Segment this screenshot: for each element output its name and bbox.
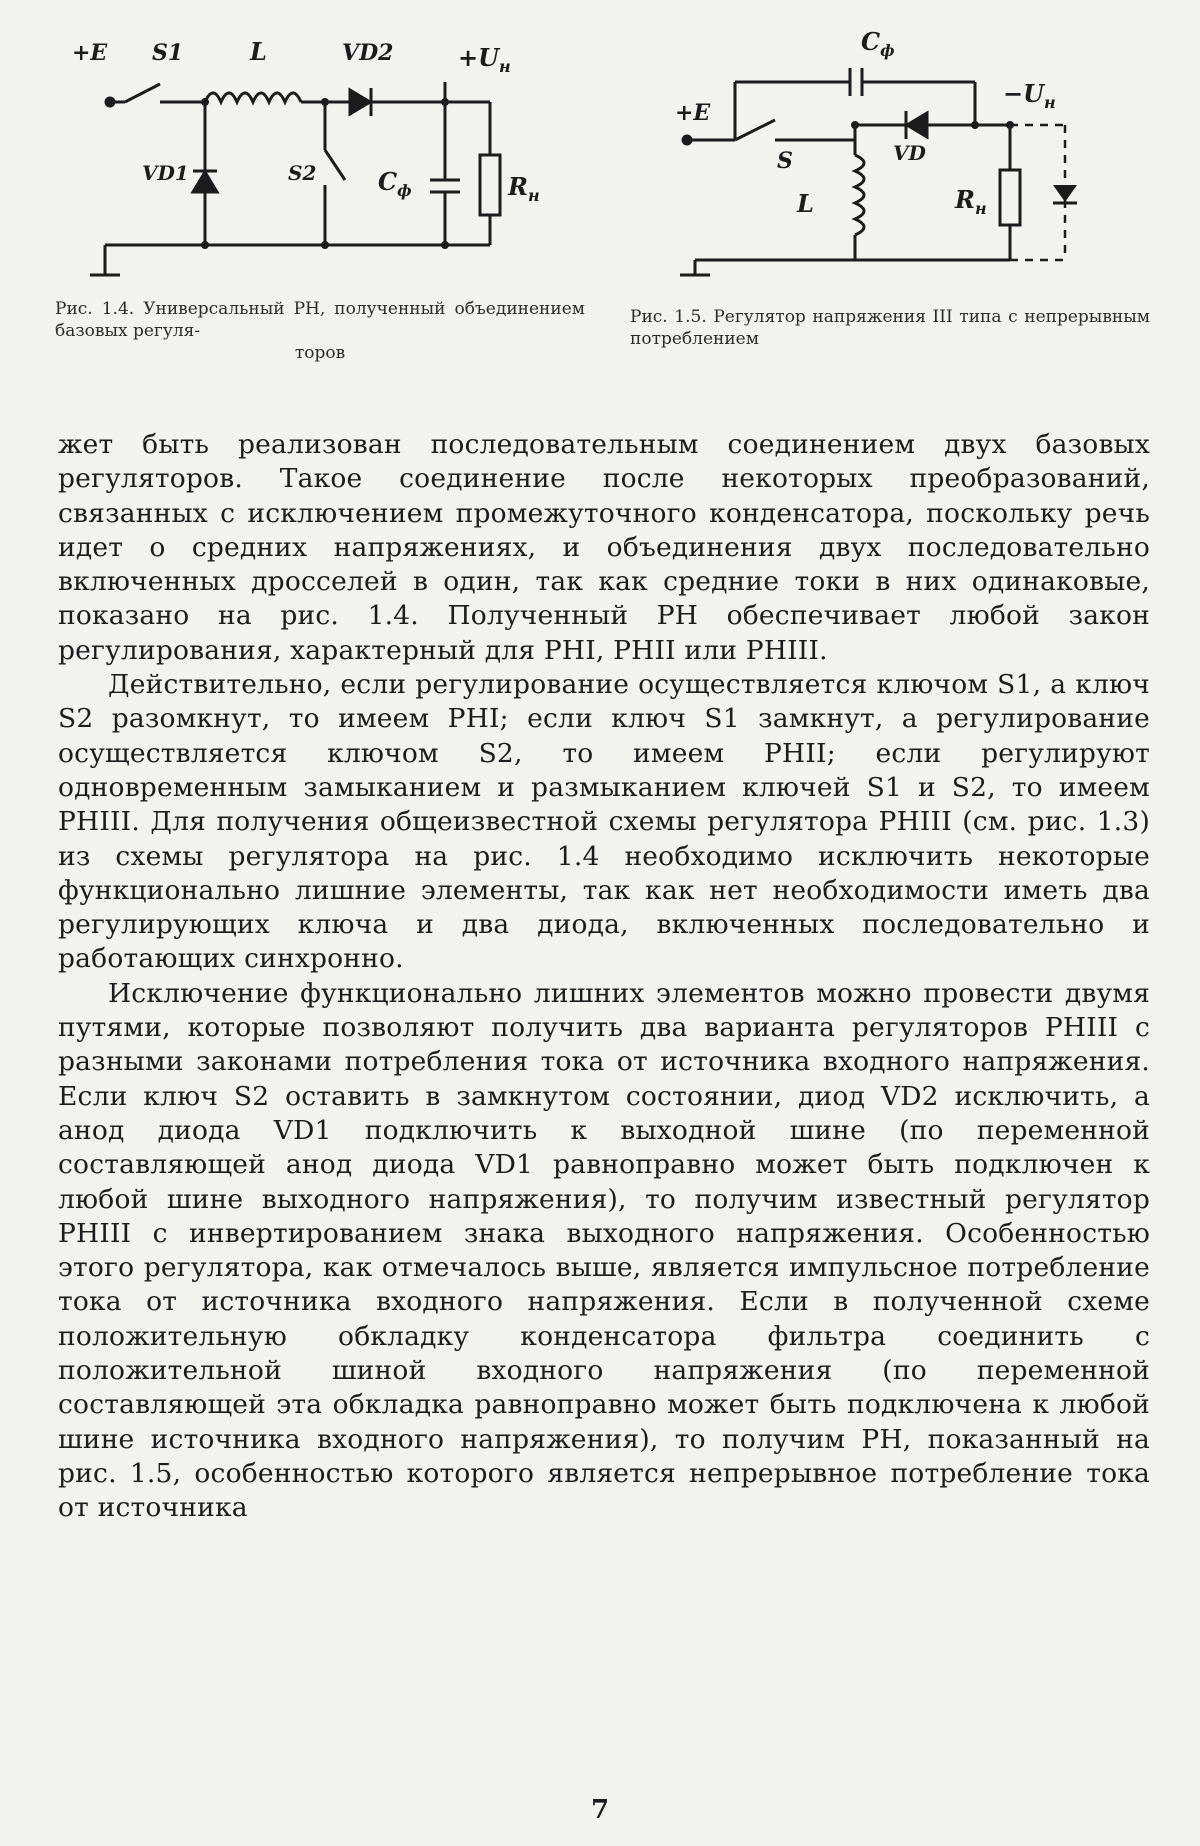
label-rn: $R_н$ <box>955 185 987 218</box>
label-cf: $C_ф$ <box>378 167 412 200</box>
label-cf: $C_ф$ <box>861 27 895 60</box>
figure-1-4-caption-last: торов <box>294 343 346 363</box>
label-l: L <box>797 189 814 218</box>
figure-1-4-caption <box>55 298 585 364</box>
page-number: 7 <box>590 1795 610 1825</box>
figure-1-4-caption-text: Рис. 1.4. Универсальный РН, полученный объединением базовых регуля- <box>55 299 585 341</box>
label-s: S <box>777 148 793 174</box>
figure-1-5-schematic <box>665 20 1165 290</box>
figure-1-5-caption: Рис. 1.5. Регулятор напряжения III типа с непрерывным потреблением <box>630 307 1150 349</box>
body-text <box>58 428 1150 1526</box>
label-l: L <box>250 37 267 66</box>
label-s2: S2 <box>288 161 317 185</box>
paragraph-2: Действительно, если регулирование осуществляется ключом S1, а ключ S2 разомкнут, то имеем РНI; если ключ S1 замкнут, а регулирование осуществляется ключом S2, то имеем РНII; если регулируют одновременным замыканием и размыканием ключей S1 и S2, то имеем РНIII. Для получения общеизвестной схемы регулятора РНIII (см. рис. 1.3) из схемы регулятора на рис. 1.4 необходимо исключить некоторые функционально лишние элементы, так как нет необходимости иметь два регулирующих ключа и два диода, включенных последовательно и работающих синхронно. <box>58 669 1150 975</box>
figure-1-4-schematic <box>60 20 580 290</box>
label-plus-e: +E <box>675 100 711 126</box>
figure-1-4-svg <box>60 20 580 290</box>
label-rn: $R_н$ <box>508 172 540 205</box>
figure-1-5-svg <box>665 20 1165 290</box>
label-vd: VD <box>893 141 926 165</box>
label-vd1: VD1 <box>142 161 189 185</box>
paragraph-1: жет быть реализован последовательным соединением двух базовых регуляторов. Такое соединение после некоторых преобразований, связанных с исключением промежуточного конденсатора, поскольку речь идет о средних напряжениях, и объединения двух последовательно включенных дросселей в один, так как средние токи в них одинаковые, показано на рис. 1.4. Полученный РН обеспечивает любой закон регулирования, характерный для РНI, РНII или РНIII. <box>58 429 1150 666</box>
label-vd2: VD2 <box>342 40 394 66</box>
label-un: $-U_н$ <box>1003 79 1056 112</box>
label-plus-e: +E <box>72 40 108 66</box>
label-un: $+U_н$ <box>458 43 511 76</box>
paragraph-3: Исключение функционально лишних элементов можно провести двумя путями, которые позволяют получить два варианта регуляторов РНIII с разными законами потребления тока от источника входного напряжения. Если ключ S2 оставить в замкнутом состоянии, диод VD2 исключить, а анод диода VD1 подключить к выходной шине (по переменной составляющей анод диода VD1 равноправно может быть подключен к любой шине выходного напряжения), то получим известный регулятор РНIII с инвертированием знака выходного напряжения. Особенностью этого регулятора, как отмечалось выше, является импульсное потребление тока от источника входного напряжения. Если в полученной схеме положительную обкладку конденсатора фильтра соединить с положительной шиной входного напряжения (по переменной составляющей эта обкладка равноправно может быть подключена к любой шине источника входного напряжения), то получим РН, показанный на рис. 1.5, особенностью которого является непрерывное потребление тока от источника <box>58 977 1150 1524</box>
label-s1: S1 <box>152 40 184 66</box>
figures-area <box>0 0 1200 400</box>
